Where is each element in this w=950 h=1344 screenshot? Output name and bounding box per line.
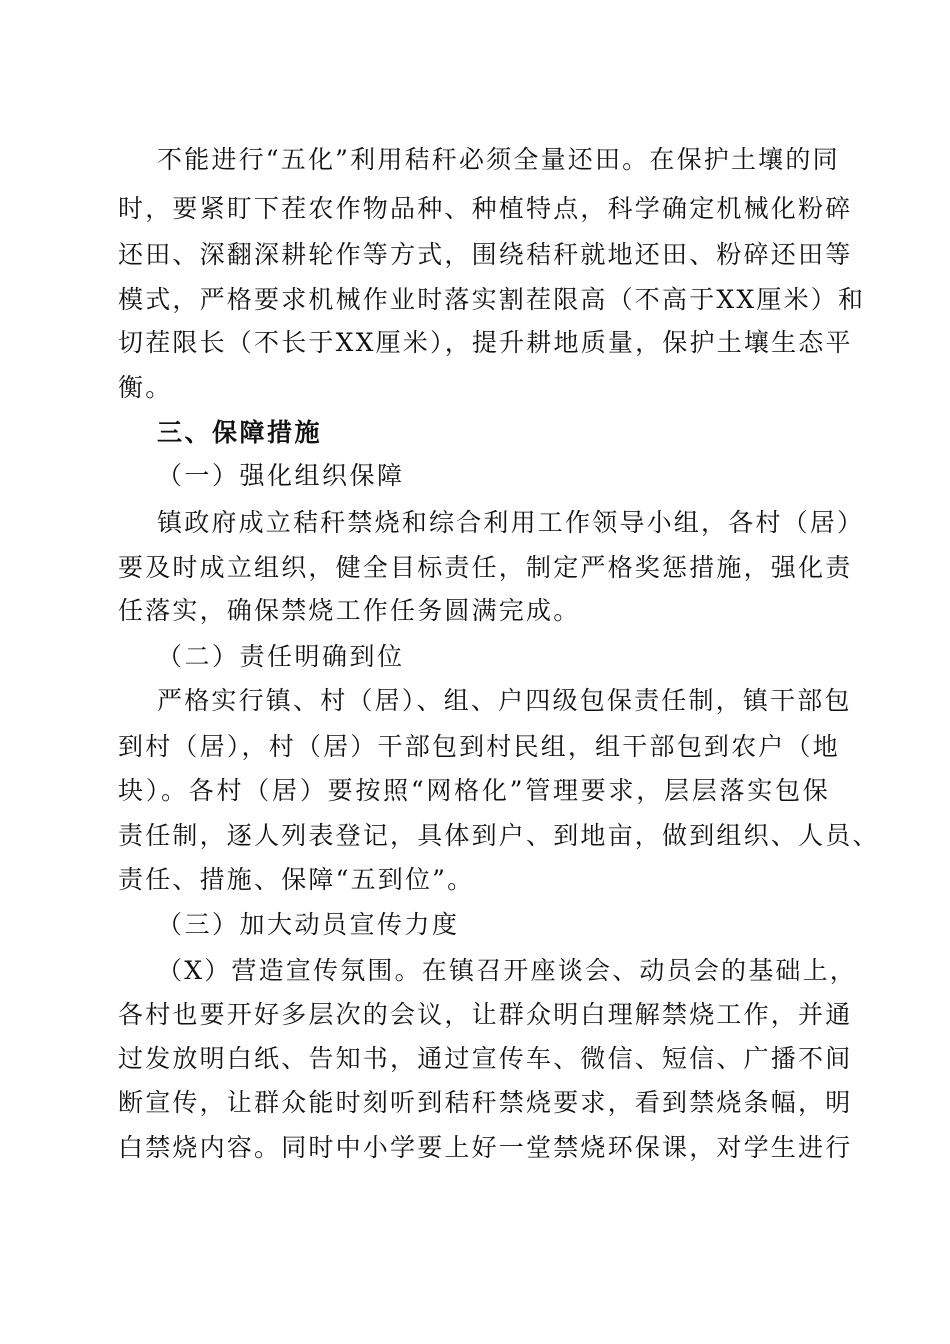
- subsection-heading: （三）加大动员宣传力度: [157, 910, 460, 939]
- paragraph-line: 责任、措施、保障“五到位”。: [118, 865, 475, 894]
- paragraph-line: 白禁烧内容。同时中小学要上好一堂禁烧环保课，对学生进行: [118, 1133, 853, 1162]
- paragraph-line: 模式，严格要求机械作业时落实割茬限高（不高于XX厘米）和: [118, 285, 866, 314]
- paragraph-line: 衡。: [118, 373, 173, 402]
- paragraph-line: （X）营造宣传氛围。在镇召开座谈会、动员会的基础上，: [157, 956, 858, 985]
- paragraph-line: 要及时成立组织，健全目标责任，制定严格奖惩措施，强化责: [118, 553, 853, 582]
- paragraph-line: 还田、深翻深耕轮作等方式，围绕秸秆就地还田、粉碎还田等: [118, 240, 853, 269]
- paragraph-line: 到村（居），村（居）干部包到村民组，组干部包到农户（地: [118, 732, 840, 761]
- paragraph-line: 时，要紧盯下茬农作物品种、种植特点，科学确定机械化粉碎: [118, 194, 853, 223]
- paragraph-line: 责任制，逐人列表登记，具体到户、到地亩，做到组织、人员、: [118, 821, 880, 850]
- paragraph-line: 镇政府成立秸秆禁烧和综合利用工作领导小组，各村（居）: [157, 508, 865, 537]
- paragraph-line: 过发放明白纸、告知书，通过宣传车、微信、短信、广播不间: [118, 1044, 853, 1073]
- paragraph-line: 块）。各村（居）要按照“网格化”管理要求，层层落实包保: [118, 776, 830, 805]
- paragraph-line: 严格实行镇、村（居）、组、户四级包保责任制，镇干部包: [157, 686, 852, 715]
- section-heading: 三、保障措施: [157, 418, 323, 447]
- paragraph-line: 各村也要开好多层次的会议，让群众明白理解禁烧工作，并通: [118, 1000, 853, 1029]
- subsection-heading: （一）强化组织保障: [157, 461, 405, 490]
- paragraph-line: 断宣传，让群众能时刻听到秸秆禁烧要求，看到禁烧条幅，明: [118, 1088, 853, 1117]
- subsection-heading: （二）责任明确到位: [157, 642, 405, 671]
- paragraph-line: 任落实，确保禁烧工作任务圆满完成。: [118, 596, 581, 625]
- paragraph-line: 不能进行“五化”利用秸秆必须全量还田。在保护土壤的同: [157, 145, 840, 174]
- paragraph-line: 切茬限长（不长于XX厘米），提升耕地质量，保护土壤生态平: [118, 328, 853, 357]
